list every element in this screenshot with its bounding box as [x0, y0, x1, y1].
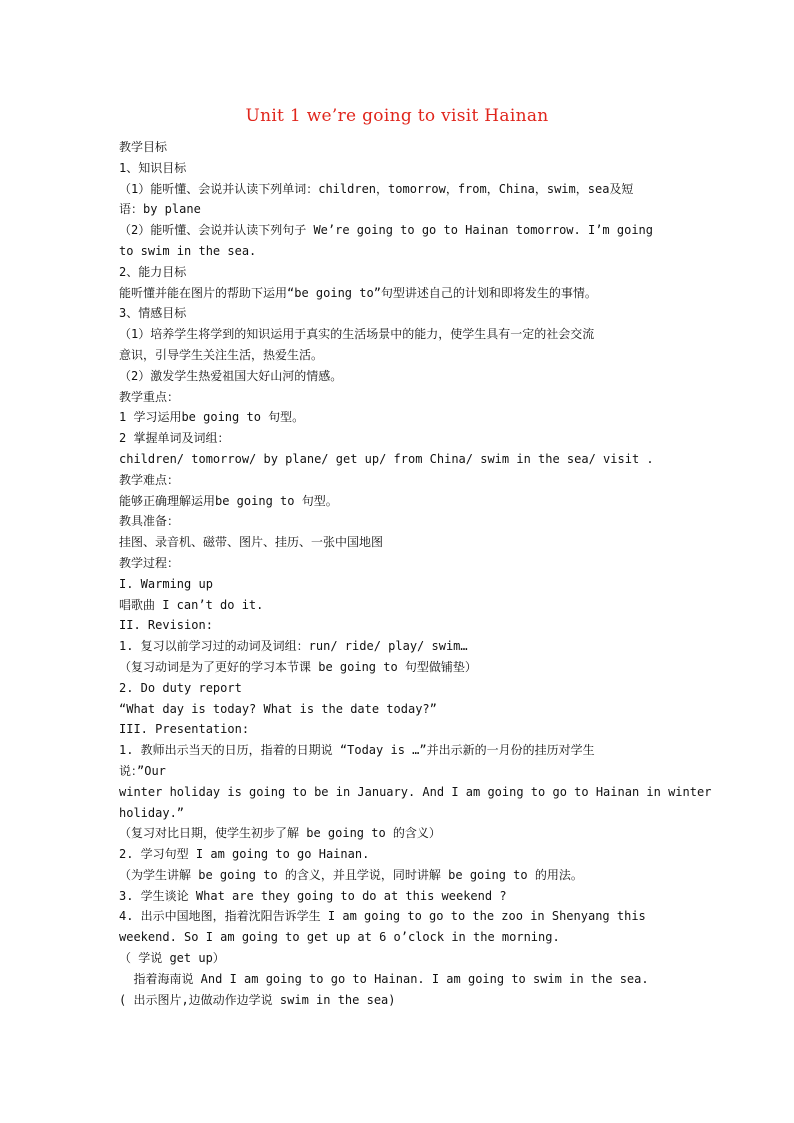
presentation-1-cont: 说：”Our [119, 763, 166, 778]
key-point-2-words: children/ tomorrow/ by plane/ get up/ from China/ swim in the sea/ visit . [119, 451, 654, 466]
heading-ability-goals: 2、能力目标 [119, 264, 187, 279]
goal-vocabulary-cont: 语：by plane [119, 202, 201, 217]
goal-sentences-cont: to swim in the sea. [119, 243, 257, 258]
heading-materials: 教具准备： [119, 514, 180, 529]
presentation-1: 1. 教师出示当天的日历，指着的日期说 “Today is …”并出示新的一月份的挂历对学生 [119, 743, 595, 758]
emotion-goal-2: （2）激发学生热爱祖国大好山河的情感。 [119, 368, 343, 383]
presentation-4-hainan: 指着海南说 And I am going to go to Hainan. I am going to swim in the sea. [119, 971, 649, 986]
heading-difficulties: 教学难点： [119, 472, 180, 487]
document-title: Unit 1 we’re going to visit Hainan [245, 106, 549, 126]
heading-key-points: 教学重点： [119, 389, 180, 404]
heading-procedure: 教学过程： [119, 555, 180, 570]
step-presentation: III. Presentation: [119, 722, 250, 737]
revision-2: 2. Do duty report [119, 680, 242, 695]
emotion-goal-1-cont: 意识，引导学生关注生活，热爱生活。 [119, 347, 324, 362]
goal-sentences: （2）能听懂、会说并认读下列句子 We’re going to go to Hainan tomorrow. I’m going [119, 223, 654, 238]
document-body [119, 137, 712, 1010]
key-point-2: 2 掌握单词及词组： [119, 431, 230, 446]
goal-vocabulary: （1）能听懂、会说并认读下列单词：children，tomorrow，from，China，swim，sea及短 [119, 181, 634, 196]
presentation-3: 3. 学生谈论 What are they going to do at this weekend ? [119, 888, 507, 903]
heading-emotion-goals: 3、情感目标 [119, 306, 187, 321]
presentation-2: 2. 学习句型 I am going to go Hainan. [119, 847, 370, 862]
presentation-4-cont: weekend. So I am going to get up at 6 o’clock in the morning. [119, 930, 560, 945]
presentation-1-note: （复习对比日期，使学生初步了解 be going to 的含义） [119, 826, 441, 841]
revision-1-note: （复习动词是为了更好的学习本节课 be going to 句型做铺垫） [119, 659, 477, 674]
presentation-2-note: （为学生讲解 be going to 的含义，并且学说，同时讲解 be going to 的用法。 [119, 867, 583, 882]
heading-teaching-goals: 教学目标 [119, 140, 168, 154]
presentation-4-swim: ( 出示图片,边做动作边学说 swim in the sea) [119, 992, 396, 1007]
emotion-goal-1: （1）培养学生将学到的知识运用于真实的生活场景中的能力，使学生具有一定的社会交流 [119, 327, 595, 342]
ability-goal-text: 能听懂并能在图片的帮助下运用“be going to”句型讲述自己的计划和即将发生的事情。 [119, 285, 597, 300]
heading-knowledge-goals: 1、知识目标 [119, 160, 187, 175]
warming-up-song: 唱歌曲 I can’t do it. [119, 597, 264, 612]
revision-1: 1. 复习以前学习过的动词及词组：run/ ride/ play/ swim… [119, 639, 468, 654]
step-revision: II. Revision: [119, 618, 213, 633]
presentation-1-quote: winter holiday is going to be in January. And I am going to go to Hainan in winter [119, 784, 712, 799]
revision-2-question: “What day is today? What is the date today?” [119, 701, 437, 716]
presentation-4-get-up: （ 学说 get up） [119, 951, 225, 966]
step-warming-up: I. Warming up [119, 576, 213, 591]
presentation-1-quote-end: holiday.” [119, 805, 185, 820]
difficulty-text: 能够正确理解运用be going to 句型。 [119, 493, 338, 508]
materials-text: 挂图、录音机、磁带、图片、挂历、一张中国地图 [119, 535, 384, 550]
presentation-4: 4. 出示中国地图，指着沈阳告诉学生 I am going to go to the zoo in Shenyang this [119, 909, 646, 924]
key-point-1: 1 学习运用be going to 句型。 [119, 410, 305, 425]
